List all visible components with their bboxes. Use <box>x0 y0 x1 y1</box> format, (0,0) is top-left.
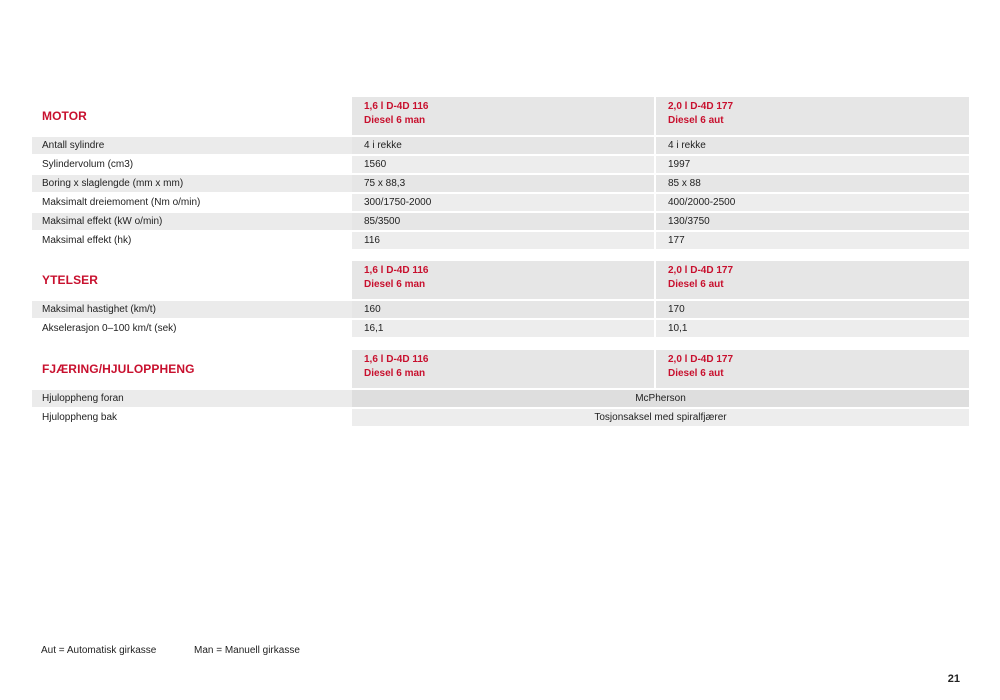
column-header-2 <box>656 261 969 299</box>
table-row <box>32 213 969 230</box>
row-label: Hjuloppheng bak <box>32 409 352 426</box>
column-engine: 1,6 l D-4D 116 <box>364 354 429 365</box>
row-value-2: 1997 <box>656 156 969 173</box>
row-value-1: 300/1750-2000 <box>352 194 654 211</box>
table-row <box>32 301 969 318</box>
column-engine: 2,0 l D-4D 177 <box>668 101 734 112</box>
section-header <box>32 350 969 388</box>
column-engine: 1,6 l D-4D 116 <box>364 265 429 276</box>
row-value-1: 75 x 88,3 <box>352 175 654 192</box>
row-value-2: 10,1 <box>656 320 969 337</box>
column-transmission: Diesel 6 man <box>364 115 426 126</box>
row-label: Akselerasjon 0–100 km/t (sek) <box>32 320 352 337</box>
table-row <box>32 194 969 211</box>
row-value-1: 116 <box>352 232 654 249</box>
row-label: Maksimal effekt (kW o/min) <box>32 213 352 230</box>
column-transmission: Diesel 6 aut <box>668 368 724 379</box>
row-label: Sylindervolum (cm3) <box>32 156 352 173</box>
section-header <box>32 261 969 299</box>
row-label: Antall sylindre <box>32 137 352 154</box>
row-value-span: McPherson <box>352 390 969 407</box>
section-ytelser <box>32 261 969 337</box>
row-label: Boring x slaglengde (mm x mm) <box>32 175 352 192</box>
column-header-1 <box>352 350 654 388</box>
row-value-1: 85/3500 <box>352 213 654 230</box>
column-engine: 2,0 l D-4D 177 <box>668 354 734 365</box>
column-transmission: Diesel 6 man <box>364 279 426 290</box>
row-value-2: 170 <box>656 301 969 318</box>
row-value-2: 177 <box>656 232 969 249</box>
section-title: YTELSER <box>42 273 99 287</box>
row-value-span: Tosjonsaksel med spiralfjærer <box>352 409 969 426</box>
row-value-2: 4 i rekke <box>656 137 969 154</box>
footnote-manual: Man = Manuell girkasse <box>194 645 300 656</box>
column-header-2 <box>656 350 969 388</box>
column-transmission: Diesel 6 aut <box>668 115 724 126</box>
page-number: 21 <box>947 673 960 685</box>
section-motor <box>32 97 969 249</box>
column-header-2 <box>656 97 969 135</box>
section-header <box>32 97 969 135</box>
column-header-1 <box>352 97 654 135</box>
table-row <box>32 156 969 173</box>
section-title: MOTOR <box>42 109 87 123</box>
row-value-1: 160 <box>352 301 654 318</box>
table-row <box>32 232 969 249</box>
section-title: FJÆRING/HJULOPPHENG <box>42 362 195 376</box>
table-row <box>32 320 969 337</box>
row-value-1: 16,1 <box>352 320 654 337</box>
row-label: Maksimal effekt (hk) <box>32 232 352 249</box>
row-value-2: 400/2000-2500 <box>656 194 969 211</box>
row-label: Maksimal hastighet (km/t) <box>32 301 352 318</box>
footnote-automatic: Aut = Automatisk girkasse <box>41 645 157 656</box>
table-row <box>32 137 969 154</box>
row-label: Hjuloppheng foran <box>32 390 352 407</box>
row-label: Maksimalt dreiemoment (Nm o/min) <box>32 194 352 211</box>
column-engine: 2,0 l D-4D 177 <box>668 265 734 276</box>
column-engine: 1,6 l D-4D 116 <box>364 101 429 112</box>
column-header-1 <box>352 261 654 299</box>
table-row <box>32 175 969 192</box>
row-value-2: 130/3750 <box>656 213 969 230</box>
column-transmission: Diesel 6 man <box>364 368 426 379</box>
row-value-1: 4 i rekke <box>352 137 654 154</box>
section-fjaering <box>32 350 969 426</box>
table-row <box>32 390 969 407</box>
row-value-1: 1560 <box>352 156 654 173</box>
table-row <box>32 409 969 426</box>
row-value-2: 85 x 88 <box>656 175 969 192</box>
column-transmission: Diesel 6 aut <box>668 279 724 290</box>
